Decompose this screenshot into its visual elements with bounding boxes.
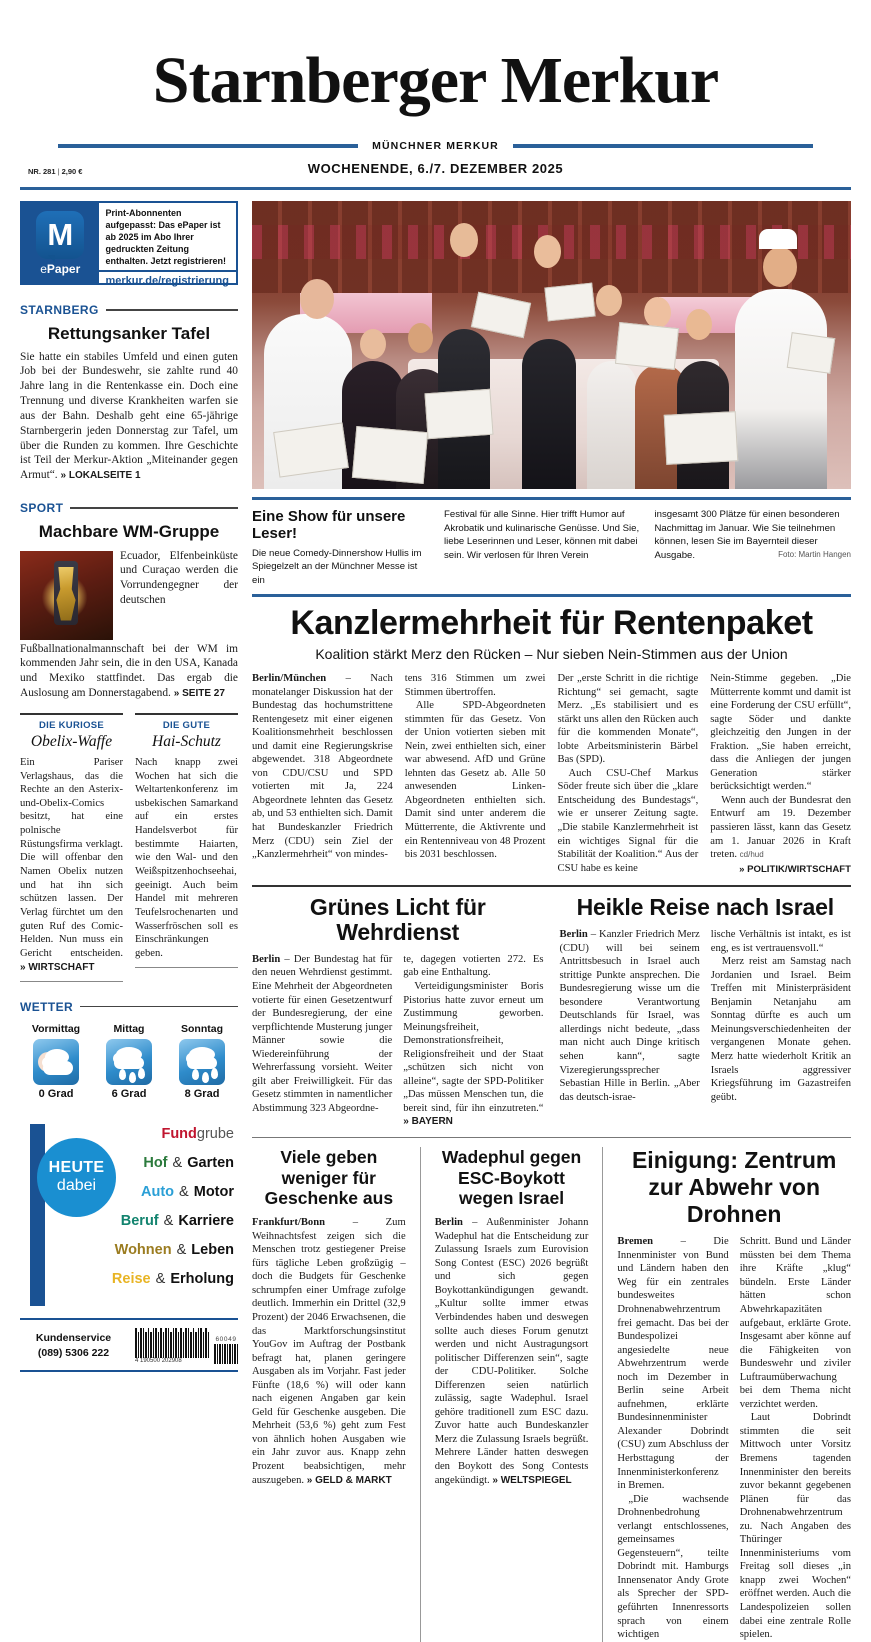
paragraph bbox=[252, 953, 392, 1116]
dateline: Frankfurt/Bonn bbox=[252, 1217, 325, 1229]
photo-newspaper-prop bbox=[615, 322, 679, 370]
wehrdienst-ref[interactable]: » BAYERN bbox=[403, 1116, 453, 1128]
heute-dabei-panel bbox=[20, 1116, 238, 1312]
service-phone: (089) 5306 222 bbox=[37, 1346, 110, 1359]
caption-col-3 bbox=[655, 508, 852, 587]
world-cup-trophy-photo bbox=[20, 551, 113, 640]
mini-title-kuriose[interactable]: Obelix-Waffe bbox=[30, 732, 113, 750]
caption-text-3-body: insgesamt 300 Plätze für einen besonderen Nachmittag im Januar. Wie Sie teilnehmen können, lesen Sie im Bayernteil dieser Ausgabe. bbox=[654, 509, 840, 561]
photo-credit: Foto: Martin Hangen bbox=[778, 549, 851, 559]
lead-article-subhead: Koalition stärkt Merz den Rücken – Nur sieben Nein-Stimmen aus der Union bbox=[315, 646, 788, 663]
photo-head bbox=[360, 329, 386, 359]
caption-text-3 bbox=[655, 508, 852, 562]
israel-col-2 bbox=[711, 928, 851, 1104]
publisher-name: MÜNCHNER MERKUR bbox=[372, 140, 499, 152]
publication-date: WOCHENENDE, 6./7. DEZEMBER 2025 bbox=[307, 161, 564, 176]
supplement-list bbox=[82, 1126, 234, 1300]
accent-bar bbox=[30, 1124, 45, 1306]
paragraph: tens 316 Stimmen um zwei Stimmen übertroffen. bbox=[404, 673, 546, 698]
lead-photo bbox=[252, 201, 851, 489]
weather-widget bbox=[20, 1023, 238, 1100]
drohnen-headline[interactable]: Einigung: Zentrum zur Abwehr von Drohnen bbox=[631, 1147, 837, 1227]
ampersand: & bbox=[175, 1183, 193, 1200]
badge-line1: HEUTE bbox=[48, 1158, 105, 1176]
kicker-wetter-row bbox=[20, 1000, 238, 1014]
mini-kicker-kuriose: DIE KURIOSE bbox=[38, 719, 105, 731]
photo-newspaper-prop bbox=[273, 422, 349, 477]
divider bbox=[20, 981, 123, 982]
esc-headline[interactable]: Wadephul gegen ESC-Boykott wegen Israel bbox=[441, 1147, 582, 1208]
sun-cloud-icon bbox=[33, 1039, 79, 1085]
list-item[interactable] bbox=[82, 1184, 234, 1200]
photo-figure-host bbox=[522, 339, 576, 489]
weather-day-label: Mittag bbox=[113, 1022, 145, 1035]
geschenke-headline[interactable]: Viele geben weniger für Geschenke aus bbox=[264, 1147, 394, 1208]
israel-columns bbox=[560, 928, 852, 1104]
weather-day-label: Sonntag bbox=[181, 1022, 223, 1035]
epaper-wordmark bbox=[40, 262, 80, 276]
epaper-url-link[interactable]: merkur.de/registrierung bbox=[99, 270, 237, 291]
divider bbox=[20, 1370, 238, 1372]
kicker-starnberg: STARNBERG bbox=[20, 303, 99, 317]
photo-figure-performer bbox=[587, 361, 637, 489]
photo-head bbox=[596, 285, 622, 316]
mini-columns bbox=[20, 713, 238, 982]
rain-cloud-icon bbox=[106, 1039, 152, 1085]
paragraph: Merz reist am Samstag nach Jordanien und Israel. Beim Treffen mit Ministerpräsident Benjamin Netanjahu am Sonntag dürfte es auch um Meinungsverschiedenheiten der vergangenen Monate gehen. Merz hatte wiederholt Kritik an Israels aggressiver Kriegsführung im Gazastreifen geübt. bbox=[710, 956, 851, 1103]
drohnen-col-1 bbox=[617, 1235, 728, 1641]
rule-left bbox=[58, 144, 358, 148]
kicker-rule bbox=[80, 1006, 238, 1008]
mini-text-kuriose: Ein Pariser Verlagshaus, das die Rechte an den Asterix-und-Obelix-Comics besitzt, hat eine polnische Rüstungsfirma verklagt. Die will offenbar den Namen Obelix nutzen und hat ihn sich schützen lassen. Der Verlag fürchtet um den guten Ruf des Comic-Helden. Nun muss ein Gericht entscheiden. bbox=[20, 756, 123, 960]
divider bbox=[252, 1137, 851, 1138]
customer-service-label bbox=[20, 1331, 127, 1359]
divider bbox=[135, 967, 238, 968]
article-geschenke bbox=[252, 1147, 406, 1641]
israel-headline[interactable]: Heikle Reise nach Israel bbox=[576, 894, 834, 921]
photo-head bbox=[300, 279, 334, 319]
mid-articles bbox=[252, 895, 851, 1129]
paragraph bbox=[560, 928, 700, 1104]
mini-body-gute: Nach knapp zwei Wochen hat sich die Weltartenkonferenz im usbekischen Samarkand auf ein erstes Handelsverbot für bestimmte Haiarten, wie den Wal- und den Weißspitzenhochseehai, geeinigt. Auch beim Handel mit mehreren Teufelsrochenarten und Wasserfröschen soll es Einschränkungen geben. bbox=[135, 756, 238, 960]
lead-col-2 bbox=[405, 672, 546, 875]
page-title: Starnberger Merkur bbox=[152, 44, 719, 117]
mini-column-gute bbox=[135, 713, 238, 982]
supplement-second: Karriere bbox=[178, 1212, 234, 1229]
kicker-sport: SPORT bbox=[20, 501, 64, 515]
drohnen-columns bbox=[617, 1235, 851, 1641]
paragraph: Nein-Stimme gegeben. „Die Mütterrente kommt und damit ist eine Forderung der CSU erfüllt“, sagte Söder und dankte gleichzeitig den Jungen in der Fraktion. „Sie haben erreicht, dass die Anliegen der jungen Generation stärker berücksichtigt werden.“ bbox=[710, 673, 851, 793]
dateline: Berlin bbox=[434, 1217, 463, 1229]
weather-temp: 8 Grad bbox=[184, 1087, 220, 1100]
kicker-sport-row bbox=[20, 501, 238, 515]
merkur-m-icon bbox=[36, 211, 84, 259]
customer-service-row bbox=[20, 1320, 238, 1370]
supplement-strong: Auto bbox=[140, 1183, 174, 1200]
paragraph bbox=[252, 672, 393, 862]
paragraph-text: – Zum Weihnachtsfest zeigen sich die Menschen trotz gestiegener Preise fürs tägliche Leben großzügig – doch die Budgets für Geschenke schrumpfen einer Umfrage zufolge deutlich. Immerhin ein Drittel (32,9 Prozent) der 2046 Erwachsenen, die das Marktforschungsinstitut YouGov im Auftrag der Postbank befragt hat, planen geringere Ausgaben als im Vorjahr. Fast jeder Fünfte (18,6 %) will oder kann nach eigenen Angaben gar kein Geld für Geschenke ausgeben. Die Mehrheit (53,6 %) geht zum Fest von ähnlich hohen Ausgaben wie ein Jahr zuvor aus. Knapp zehn Prozent beabsichtigen, mehr auszugeben. bbox=[252, 1217, 406, 1486]
wehrdienst-col-2 bbox=[403, 953, 543, 1129]
paragraph-text: – Die Innenminister von Bund und Ländern haben den Weg für ein zentrales bundesweites Drohnenabwehrzentrum frei gemacht. Das bei der Bundespolizei angesiedelte neue Abwehrzentrum werde noch im Dezember in Berlin seine Arbeit aufnehmen, erklärte Bundesinnenminister Alexander Dobrindt (CSU) zum Abschluss der Herbsttagung der Innenministerkonferenz in Bremen. bbox=[617, 1236, 729, 1492]
rain-cloud-icon bbox=[179, 1039, 225, 1085]
supplement-strong: Hof bbox=[143, 1154, 168, 1171]
supplement-strong: Beruf bbox=[120, 1212, 159, 1229]
barcode-number: 4 190500 202908 bbox=[135, 1357, 182, 1364]
badge-line2: dabei bbox=[56, 1176, 97, 1194]
esc-ref[interactable]: » WELTSPIEGEL bbox=[492, 1474, 572, 1486]
dateline: Berlin/München bbox=[252, 673, 327, 685]
photo-newspaper-prop bbox=[470, 292, 530, 338]
weather-day-label: Vormittag bbox=[31, 1022, 81, 1035]
supplement-second: Motor bbox=[193, 1183, 234, 1200]
article-israel bbox=[560, 895, 852, 1129]
kicker-rule bbox=[106, 309, 238, 311]
ampersand: & bbox=[172, 1241, 191, 1258]
paragraph: Schritt. Bund und Länder müssten bei dem Thema ihre Kräfte „klug“ bündeln. Erste Länder hätten schon Abwehrkapazitäten aufgebaut, erklärte Grote. Insgesamt aber könne auf die Fähigkeiten von Bundeswehr und ziviler Luftraumüberwachung bei dem Thema nicht verzichtet werden. bbox=[739, 1236, 851, 1410]
photo-head bbox=[534, 235, 561, 268]
paragraph-text: – Außenminister Johann Wadephul hat die Entscheidung zur Zulassung Israels zum Eurovision Song Contest (ESC) 2026 begrüßt und sich gegen Boykottankündigungen gewandt. „Kultur sollte immer etwas Verbindendes haben und deswegen sollte auch dieses Forum genutzt werden und nicht Austragungsort politischer Differenzen sein“, sagte der CDU-Politiker. Solche Differenzen seien natürlich zulässig, sagte Wadephul. Israel gehöre traditionell zum ESC dazu. Zuvor hatte auch Bundeskanzler Merz die Zulassung Israels begrüßt. Mehrere Länder hatten deswegen den Boykott des Song Contests angekündigt. bbox=[434, 1217, 589, 1486]
divider bbox=[20, 713, 123, 715]
masthead bbox=[20, 0, 851, 190]
weather-day bbox=[170, 1023, 234, 1100]
lead-col-4 bbox=[710, 672, 851, 875]
teaser-starnberg-text: Sie hatte ein stabiles Umfeld und einen guten Job bei der Bundeswehr, sie zahlte rund 40 Jahre lang in die Rentenkasse ein. Doch eine Trennung und diverse Krankheiten warfen sie aus der Bahn. Deshalb geht eine 65-jährige Starnbergerin jeden Donnerstag zur Tafel, um über die Runden zu kommen. Ihre Geschichte ist Teil der Merkur-Aktion „Miteinander gegen Armut“. bbox=[20, 350, 238, 482]
photo-head bbox=[686, 309, 712, 340]
date-row bbox=[20, 161, 851, 183]
paragraph-text: Verteidigungsminister Boris Pistorius hatte zuvor erneut um Zustimmung geworben. Meinungsfreiheit, Demonstrationsfreiheit, Religionsfreiheit und der Staat „schützen sich nicht von alleine“, sagte der SPD-Politiker „Das müssen Menschen tun, die bereit sind, für ihn einzutreten.“ bbox=[403, 980, 544, 1114]
list-item[interactable] bbox=[82, 1242, 234, 1258]
left-rail bbox=[20, 201, 238, 1642]
weather-day bbox=[97, 1023, 161, 1100]
article-esc bbox=[435, 1147, 589, 1641]
mini-body-kuriose bbox=[20, 756, 123, 975]
byline-initials: cd/hud bbox=[739, 850, 764, 860]
supplement-strong: Reise bbox=[111, 1270, 151, 1287]
paragraph bbox=[435, 1216, 589, 1487]
wehrdienst-columns bbox=[252, 953, 544, 1129]
paragraph bbox=[710, 794, 851, 862]
paragraph-text: – Nach monatelanger Diskussion hat der Bundestag das hochumstrittene Rentengesetz mit einer eigenen Koalitionsmehrheit beschlossen und damit eine Regierungskrise abgewendet. 318 Abgeordnete von CDU/CSU und SPD votierten mit Ja, 224 Abgeordnete lehnten das Gesetz ab, und 53 enthielten sich. Damit hat Bundeskanzler Friedrich Merz (CDU) sein Ziel der „Kanzlermehrheit“ von mindes- bbox=[252, 673, 393, 861]
supplement-second: Erholung bbox=[170, 1270, 234, 1287]
teaser-sport-headline[interactable]: Machbare WM-Gruppe bbox=[38, 522, 220, 541]
m-letter: M bbox=[47, 216, 74, 252]
issue-no-value: NR. 281 bbox=[28, 167, 56, 176]
ampersand: & bbox=[159, 1212, 178, 1229]
caption-title: Eine Show für unsere Leser! bbox=[252, 508, 406, 543]
teaser-sport-ref[interactable]: » SEITE 27 bbox=[173, 688, 225, 700]
divider bbox=[420, 1147, 421, 1641]
epaper-message: Print-Abonnenten aufgepasst: Das ePaper ist ab 2025 im Abo Ihrer gedruckten Zeitung enthalten. Jetzt registrieren! bbox=[105, 208, 227, 266]
barcode-addon-bars bbox=[214, 1344, 238, 1364]
teaser-starnberg-headline[interactable]: Rettungsanker Tafel bbox=[47, 324, 211, 343]
divider bbox=[135, 713, 238, 715]
epaper-promo-box[interactable] bbox=[20, 201, 238, 285]
ampersand: & bbox=[151, 1270, 170, 1287]
mini-kicker-gute: DIE GUTE bbox=[162, 719, 211, 731]
teaser-starnberg-body bbox=[20, 350, 238, 483]
supplement-light: grube bbox=[196, 1125, 234, 1142]
wehrdienst-headline[interactable]: Grünes Licht für Wehrdienst bbox=[309, 894, 486, 946]
paragraph-text: – Der Bundestag hat für den neuen Wehrdienst gestimmt. Eine Mehrheit der Abgeordneten votierte für einen Gesetzentwurf der Bundesregierung, der eine verpflichtende Musterung junger Männer sowie die Wiedereinführung der Wehrerfassung vorsieht. Weiter gilt aber Freiwilligkeit. Für das Gesetz stimmten in namentlicher Abstimmung 323 Abgeordne- bbox=[252, 953, 393, 1114]
mini-ref-kuriose[interactable]: » WIRTSCHAFT bbox=[20, 961, 95, 973]
paragraph: Alle SPD-Abgeordneten stimmten für das Gesetz. Von der Union votierten sieben mit Nein, zwei enthielten sich, einer war abwesend. AfD und Grüne lehnten das Gesetz ab. Alle 50 anwesenden Linken-Abgeordneten enthielten sich. Damit sind unter anderem die Mütterrente, die Aktivrente und ein Rentenniveau von 48 Prozent bis 2031 beschlossen. bbox=[404, 700, 546, 861]
divider bbox=[252, 594, 851, 597]
ampersand: & bbox=[168, 1154, 187, 1171]
paragraph-text: – Kanzler Friedrich Merz (CDU) will bei seinem Antrittsbesuch in Israel auch strittige Punkte ansprechen. Die Bundesregierung wisse um die besondere Verantwortung Deutschlands für Israel, was allerdings nicht bedeute, „dass man nicht auch Dinge kritisch sehen kann“, sagte Vizeregierungssprecher Sebastian Hille in Berlin. „Aber das deutsch-israe- bbox=[559, 929, 700, 1103]
epaper-logo bbox=[22, 203, 99, 283]
teaser-starnberg-ref[interactable]: » LOKALSEITE 1 bbox=[60, 470, 141, 482]
photo-newspaper-prop bbox=[424, 389, 493, 439]
supplement-second: Leben bbox=[191, 1241, 234, 1258]
drohnen-col-2 bbox=[740, 1235, 851, 1641]
paragraph: Auch CSU-Chef Markus Söder freute sich über die „klare Entscheidung des Bundestags“, wie er unserer Zeitung sagte. „Die stabile Kanzlermehrheit ist ein wichtiges Signal für die Stabilität der Koalition.“ Aus der CSU habe es keine bbox=[557, 767, 699, 874]
main-content bbox=[252, 201, 851, 1642]
kicker-starnberg-row bbox=[20, 303, 238, 317]
kicker-wetter: WETTER bbox=[20, 999, 74, 1014]
barcode-addon bbox=[214, 1336, 238, 1364]
supplement-second: Garten bbox=[187, 1154, 234, 1171]
weather-day bbox=[24, 1023, 88, 1100]
paragraph: „Die wachsende Drohnenbedrohung verlangt entschlossenes, gemeinsames Gegensteuern“, teilte Dobrindt mit. Hamburgs Innensenator Andy Grote als Sprecher der SPD-geführten Innenressorts sprach von einem wichtigen bbox=[617, 1493, 729, 1641]
photo-figure-cook bbox=[735, 289, 827, 489]
geschenke-body bbox=[252, 1216, 406, 1487]
teaser-sport-wrap bbox=[20, 549, 238, 701]
wehrdienst-col-1 bbox=[252, 953, 392, 1129]
paragraph: lische Verhältnis ist intakt, es ist eng, es ist vertrauensvoll.“ bbox=[710, 929, 851, 954]
paragraph bbox=[252, 1216, 406, 1487]
weather-temp: 6 Grad bbox=[111, 1087, 147, 1100]
article-wehrdienst bbox=[252, 895, 544, 1129]
photo-head bbox=[408, 323, 433, 353]
divider bbox=[602, 1147, 603, 1641]
photo-head bbox=[450, 223, 478, 257]
divider bbox=[252, 497, 851, 500]
israel-col-1 bbox=[560, 928, 700, 1104]
dateline: Berlin bbox=[252, 953, 281, 965]
list-item[interactable] bbox=[82, 1213, 234, 1229]
dateline: Berlin bbox=[559, 929, 588, 941]
rule-right bbox=[513, 144, 813, 148]
photo-head bbox=[763, 247, 797, 287]
barcode bbox=[135, 1328, 238, 1364]
article-drohnen bbox=[617, 1147, 851, 1641]
barcode-bars bbox=[135, 1328, 209, 1358]
lead-col-3 bbox=[558, 672, 699, 875]
caption-col-2 bbox=[444, 508, 641, 587]
supplement-strong: Fund bbox=[161, 1125, 197, 1142]
barcode-addon-number: 60049 bbox=[215, 1335, 237, 1343]
paragraph-text: Wenn auch der Bundesrat den Entwurf am 19. Dezember passieren lässt, kann das Gesetz am 1. Januar 2026 in Kraft treten. bbox=[710, 794, 851, 861]
list-item[interactable] bbox=[82, 1271, 234, 1287]
service-title: Kundenservice bbox=[35, 1332, 112, 1345]
weather-temp: 0 Grad bbox=[38, 1087, 74, 1100]
caption-text-1: Die neue Comedy-Dinnershow Hullis im Spiegelzelt an der Münchner Messe ist ein bbox=[252, 547, 422, 586]
caption-text-2: Festival für alle Sinne. Hier trifft Humor auf Akrobatik und kulinarische Genüsse. Und Sie, liebe Leserinnen und Leser, können mit dabei sein. Wir verlosen für Ihren Verein bbox=[444, 509, 640, 561]
photo-caption bbox=[252, 508, 851, 587]
bottom-articles bbox=[252, 1147, 851, 1641]
lead-article-ref[interactable]: » POLITIK/WIRTSCHAFT bbox=[739, 863, 851, 875]
mini-column-kuriose bbox=[20, 713, 123, 982]
masthead-bottom-rule bbox=[20, 187, 851, 190]
geschenke-ref[interactable]: » GELD & MARKT bbox=[306, 1474, 392, 1486]
paragraph: te, dagegen votierten 272. Es gab eine Enthaltung. bbox=[403, 953, 544, 979]
photo-chef-hat bbox=[759, 229, 797, 249]
mini-title-gute[interactable]: Hai-Schutz bbox=[152, 732, 221, 750]
issue-number: NR. 281 | 2,90 € bbox=[28, 167, 83, 176]
paragraph: Der „erste Schritt in die richtige Richtung“ sei gemacht, sagte Merz. „Es stabilisiert und es stärkt uns allen den Rücken auch für die kommenden Monate“, lobte Arbeitsministerin Bärbel Bas (SPD). bbox=[557, 673, 699, 766]
lead-article-columns bbox=[252, 672, 851, 875]
list-item[interactable] bbox=[82, 1155, 234, 1171]
photo-newspaper-prop bbox=[787, 332, 836, 374]
divider bbox=[252, 885, 851, 887]
supplement-strong: Wohnen bbox=[114, 1241, 172, 1258]
epaper-suffix: Paper bbox=[46, 261, 81, 276]
paragraph bbox=[403, 980, 543, 1129]
kicker-rule bbox=[70, 507, 238, 509]
caption-col-1 bbox=[252, 508, 430, 587]
paragraph bbox=[617, 1235, 728, 1492]
epaper-prefix: e bbox=[40, 261, 47, 276]
dateline: Bremen bbox=[617, 1236, 654, 1248]
paragraph: Laut Dobrindt stimmten die seit Mittwoch unter Vorsitz Bremens tagenden Innenminister den bereits zuvor bekannt gegebenen Plänen für das Drohnenabwehrzentrum zu. Nach Angaben des Thüringer Innenministeriums vom Freitag soll dieses „in knapp zwei Wochen“ eröffnet werden. Auch die Landespolizeien sollen dabei eine zentrale Rolle spielen. bbox=[739, 1412, 851, 1641]
lead-article-headline[interactable]: Kanzlermehrheit für Rentenpaket bbox=[290, 604, 813, 643]
lead-col-1 bbox=[252, 672, 393, 875]
teaser-sport-text: Ecuador, Elfenbeinküste und Curaçao werden die Vorrundengegner der deutschen Fußballnationalmannschaft bei der WM im kommenden Jahr sein, die in den USA, Kanada und Mexiko stattfindet. Das ergab die Auslosung am Donnerstagabend. bbox=[20, 549, 238, 700]
esc-body bbox=[435, 1216, 589, 1487]
photo-newspaper-prop bbox=[544, 283, 595, 322]
photo-newspaper-prop bbox=[664, 411, 739, 465]
list-item[interactable] bbox=[82, 1126, 234, 1142]
masthead-subrow bbox=[20, 140, 851, 152]
price-value: 2,90 € bbox=[61, 167, 83, 176]
photo-newspaper-prop bbox=[352, 426, 428, 484]
